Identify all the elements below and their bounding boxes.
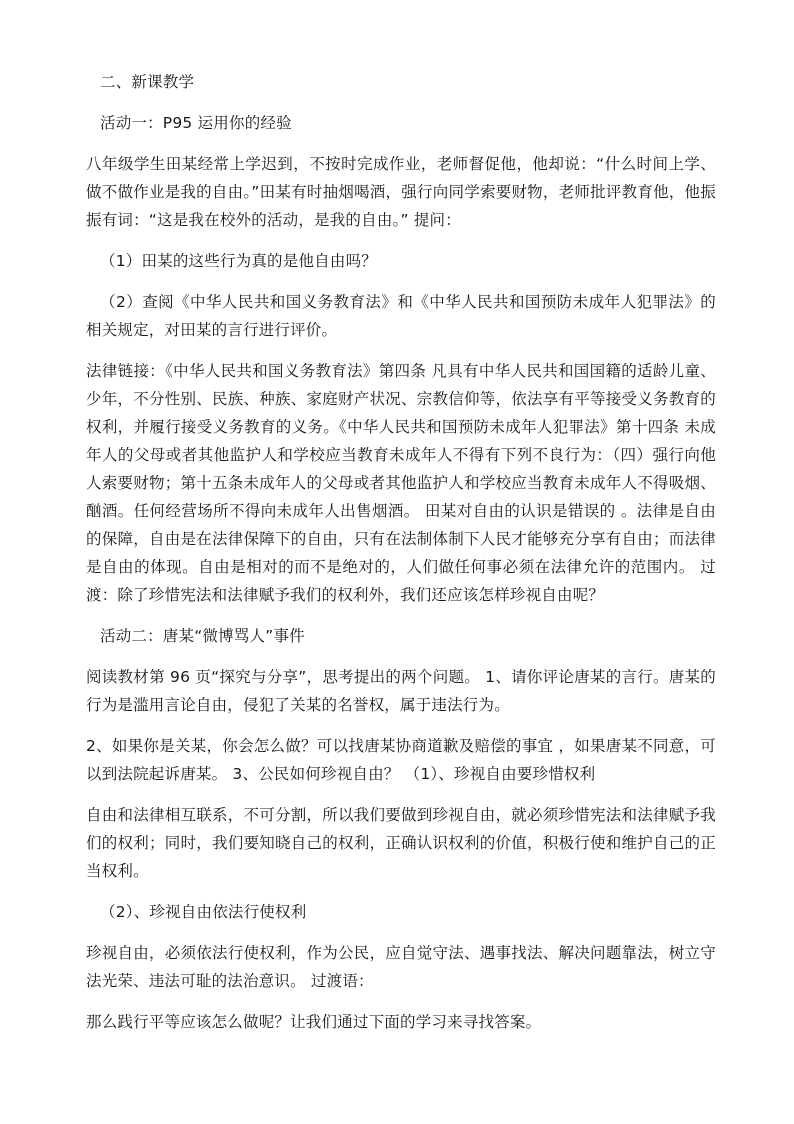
activity1-title: 活动一：P95 运用你的经验 — [100, 114, 292, 132]
section-title: 二、新课教学 — [100, 73, 195, 91]
activity2-reading: 阅读教材第 96 页“探究与分享”，思考提出的两个问题。 1、请你评论唐某的言行。唐某的行为是滥用言论自由，侵犯了关某的名誉权，属于违法行为。 — [86, 668, 716, 714]
activity2-question-2: 2、如果你是关某，你会怎么做？可以找唐某协商道歉及赔偿的事宜 ，如果唐某不同意，可以到法院起诉唐某。 3、公民如何珍视自由？ （1）、珍视自由要珍惜权利 — [86, 737, 716, 783]
exercise-rights-paragraph: 珍视自由，必须依法行使权利，作为公民，应自觉守法、遇事找法、解决问题靠法，树立守法光荣、违法可耻的法治意识。 过渡语： — [86, 944, 716, 990]
subheading-exercise-rights: （2）、珍视自由依法行使权利 — [100, 903, 307, 921]
closing-paragraph: 那么践行平等应该怎么做呢？让我们通过下面的学习来寻找答案。 — [86, 1013, 542, 1031]
document-body — [86, 68, 716, 1049]
question-2: （2）查阅《中华人民共和国义务教育法》和《中华人民共和国预防未成年人犯罪法》的相关规定，对田某的言行进行评价。 — [86, 293, 716, 339]
question-1: （1）田某的这些行为真的是他自由吗？ — [100, 252, 377, 270]
activity2-title: 活动二：唐某“微博骂人”事件 — [100, 627, 305, 645]
activity1-case: 八年级学生田某经常上学迟到，不按时完成作业，老师督促他，他却说：“什么时间上学、做不做作业是我的自由。”田某有时抽烟喝酒，强行向同学索要财物，老师批评教育他，他振振有词：“这是我在校外的活动，是我的自由。” 提问： — [86, 155, 716, 229]
law-link-paragraph: 法律链接：《中华人民共和国义务教育法》第四条 凡具有中华人民共和国国籍的适龄儿童、少年，不分性别、民族、种族、家庭财产状况、宗教信仰等，依法享有平等接受义务教育的权利，并履行接受义务教育的义务。《中华人民共和国预防未成年人犯罪法》第十四条 未成年人的父母或者其他监护人和学校应当教育未成年人不得有下列不良行为：（四）强行向他人索要财物；第十五条未成年人的父母或者其他监护人和学校应当教育未成年人不得吸烟、酗酒。任何经营场所不得向未成年人出售烟酒。 田某对自由的认识是错误的 。法律是自由的保障，自由是在法律保障下的自由，只有在法制体制下人民才能够充分享有自由；而法律是自由的体现。自由是相对的而不是绝对的，人们做任何事必须在法律允许的范围内。 过渡：除了珍惜宪法和法律赋予我们的权利外，我们还应该怎样珍视自由呢？ — [86, 362, 716, 604]
cherish-rights-paragraph: 自由和法律相互联系，不可分割，所以我们要做到珍视自由，就必须珍惜宪法和法律赋予我们的权利；同时，我们要知晓自己的权利，正确认识权利的价值，积极行使和维护自己的正当权利。 — [86, 806, 716, 880]
